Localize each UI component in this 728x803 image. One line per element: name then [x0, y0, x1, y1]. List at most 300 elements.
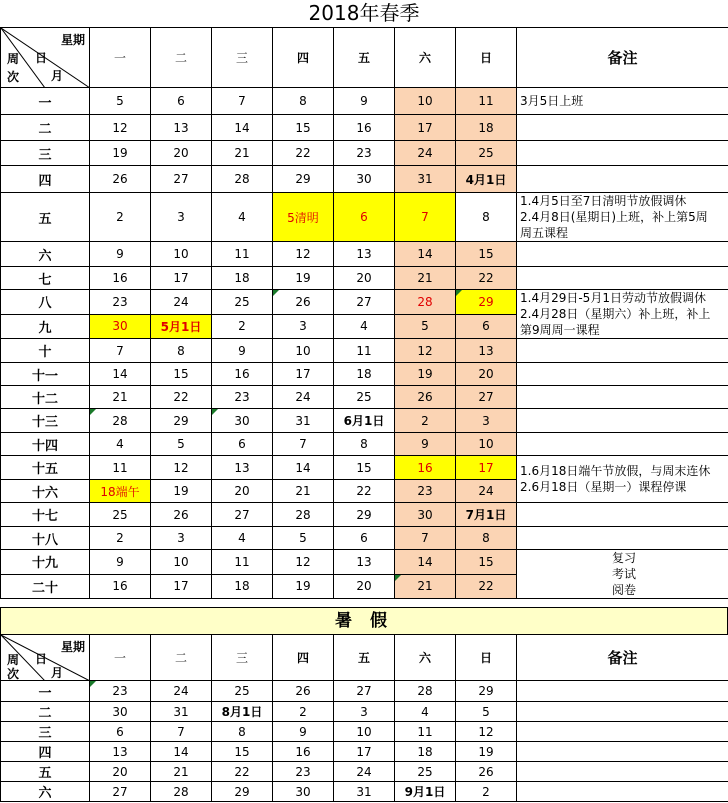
summer-date-cell: 27	[334, 681, 395, 702]
day-header-4: 四	[273, 635, 334, 681]
spring-week-label: 十二	[1, 386, 90, 409]
spring-note-cell	[517, 550, 728, 599]
spring-week-row	[1, 141, 728, 166]
spring-week-label: 十四	[1, 433, 90, 456]
spring-week-label: 一	[1, 88, 90, 115]
spring-date-cell: 15	[273, 115, 334, 141]
spring-date-cell: 21	[212, 141, 273, 166]
note-line: 3月5日上班	[520, 94, 584, 108]
spring-week-row	[1, 433, 728, 456]
spring-date-cell: 7	[90, 339, 151, 363]
summer-date-cell: 26	[273, 681, 334, 702]
spring-date-cell: 8	[151, 339, 212, 363]
spring-date-cell: 2	[90, 193, 151, 242]
summer-date-cell: 13	[90, 742, 151, 762]
spring-week-label: 十九	[1, 550, 90, 575]
spring-date-cell: 15	[334, 456, 395, 480]
spring-date-cell: 14	[273, 456, 334, 480]
spring-date-cell: 31	[395, 166, 456, 193]
spring-date-cell: 15	[456, 550, 517, 575]
spring-week-row	[1, 166, 728, 193]
spring-date-cell: 16	[212, 363, 273, 386]
corner-label-xingqi: 星期	[60, 640, 85, 654]
spring-date-cell: 7	[212, 88, 273, 115]
spring-corner-cell	[1, 28, 90, 88]
spring-date-cell: 8	[456, 193, 517, 242]
spring-date-cell: 22	[273, 141, 334, 166]
spring-date-cell: 9	[90, 550, 151, 575]
spring-week-row	[1, 409, 728, 433]
spring-note-cell	[517, 386, 728, 409]
spring-date-cell: 2	[395, 409, 456, 433]
spring-week-row	[1, 193, 728, 242]
spring-date-cell: 19	[273, 267, 334, 290]
spring-date-cell: 20	[456, 363, 517, 386]
summer-week-row	[1, 681, 728, 702]
spring-date-cell: 16	[90, 267, 151, 290]
summer-date-cell: 23	[273, 762, 334, 782]
spring-date-cell: 29	[151, 409, 212, 433]
summer-date-cell: 23	[90, 681, 151, 702]
spring-date-cell: 25	[212, 290, 273, 315]
spring-date-cell: 20	[212, 480, 273, 503]
note-header: 备注	[517, 28, 728, 88]
spring-date-cell: 15	[456, 242, 517, 267]
spring-date-cell: 8	[334, 433, 395, 456]
spring-date-cell: 18	[456, 115, 517, 141]
summer-week-label: 四	[1, 742, 90, 762]
spring-week-label: 十	[1, 339, 90, 363]
summer-date-cell: 31	[151, 702, 212, 722]
spring-date-cell: 29	[273, 166, 334, 193]
spring-date-cell: 6	[334, 193, 395, 242]
summer-date-cell: 19	[456, 742, 517, 762]
spring-date-cell: 20	[151, 141, 212, 166]
spring-date-cell: 12	[151, 456, 212, 480]
spring-date-cell: 30	[212, 409, 273, 433]
spring-date-cell: 5	[273, 527, 334, 550]
spring-note-cell	[517, 193, 728, 242]
spring-date-cell: 16	[395, 456, 456, 480]
summer-week-row	[1, 782, 728, 802]
spring-date-cell: 26	[395, 386, 456, 409]
summer-date-cell: 25	[395, 762, 456, 782]
summer-date-cell: 5	[456, 702, 517, 722]
summer-date-cell: 24	[334, 762, 395, 782]
spring-date-cell: 12	[273, 550, 334, 575]
spring-note-cell	[517, 527, 728, 550]
spring-date-cell: 10	[273, 339, 334, 363]
summer-date-cell: 21	[151, 762, 212, 782]
day-header-5: 五	[334, 28, 395, 88]
spring-date-cell: 7月1日	[456, 503, 517, 527]
spring-date-cell: 11	[456, 88, 517, 115]
spring-note-cell	[517, 267, 728, 290]
summer-title: 暑 假	[0, 607, 728, 635]
spring-date-cell: 3	[273, 314, 334, 339]
spring-date-cell: 5月1日	[151, 314, 212, 339]
summer-date-cell: 8月1日	[212, 702, 273, 722]
spring-date-cell: 4	[334, 314, 395, 339]
spring-date-cell: 11	[212, 242, 273, 267]
summer-week-label: 三	[1, 722, 90, 742]
spring-date-cell: 11	[212, 550, 273, 575]
spring-week-row	[1, 339, 728, 363]
spring-date-cell: 30	[395, 503, 456, 527]
spring-note-cell	[517, 88, 728, 115]
spring-date-cell: 14	[395, 550, 456, 575]
spring-week-label: 五	[1, 193, 90, 242]
spring-date-cell: 28	[212, 166, 273, 193]
note-line: 阅卷	[611, 583, 636, 597]
corner-label-yue: 月	[51, 666, 64, 680]
spring-week-label: 四	[1, 166, 90, 193]
sheet-title: 2018年春季	[308, 1, 420, 25]
summer-week-row	[1, 722, 728, 742]
spring-date-cell: 12	[90, 115, 151, 141]
spring-date-cell: 5	[151, 433, 212, 456]
spring-date-cell: 29	[334, 503, 395, 527]
note-line: 1.6月18日端午节放假，与周末连休	[520, 464, 711, 478]
spring-note-cell	[517, 339, 728, 363]
spring-date-cell: 25	[334, 386, 395, 409]
summer-note-cell	[517, 742, 728, 762]
spring-date-cell: 6	[151, 88, 212, 115]
spring-date-cell: 18	[212, 574, 273, 599]
corner-label-yue: 月	[51, 69, 64, 83]
spring-date-cell: 10	[395, 88, 456, 115]
spring-date-cell: 27	[212, 503, 273, 527]
summer-date-cell: 31	[334, 782, 395, 802]
summer-note-cell	[517, 702, 728, 722]
spring-date-cell: 9	[334, 88, 395, 115]
spring-week-row	[1, 290, 728, 315]
summer-date-cell: 28	[151, 782, 212, 802]
summer-date-cell: 2	[273, 702, 334, 722]
note-line: 周五课程	[520, 226, 569, 240]
spring-date-cell: 5	[395, 314, 456, 339]
note-line: 第9周周一课程	[520, 323, 600, 337]
spring-week-label: 三	[1, 141, 90, 166]
spring-note-cell	[517, 433, 728, 456]
summer-note-cell	[517, 762, 728, 782]
spring-note-cell	[517, 242, 728, 267]
spring-date-cell: 13	[456, 339, 517, 363]
spring-date-cell: 17	[395, 115, 456, 141]
day-header-2: 二	[151, 28, 212, 88]
spring-date-cell: 9	[212, 339, 273, 363]
spring-date-cell: 14	[212, 115, 273, 141]
spring-date-cell: 4月1日	[456, 166, 517, 193]
note-line: 1.4月5日至7日清明节放假调休	[520, 194, 687, 208]
spring-date-cell: 26	[151, 503, 212, 527]
summer-date-cell: 2	[456, 782, 517, 802]
spring-date-cell: 21	[395, 267, 456, 290]
summer-date-cell: 7	[151, 722, 212, 742]
spring-week-label: 七	[1, 267, 90, 290]
spring-date-cell: 23	[212, 386, 273, 409]
spring-week-label: 十八	[1, 527, 90, 550]
spring-date-cell: 16	[90, 574, 151, 599]
spring-date-cell: 20	[334, 267, 395, 290]
spring-date-cell: 24	[395, 141, 456, 166]
day-header-1: 一	[90, 28, 151, 88]
spring-date-cell: 27	[151, 166, 212, 193]
summer-week-label: 六	[1, 782, 90, 802]
spring-note-cell	[517, 363, 728, 386]
spring-week-row	[1, 527, 728, 550]
note-line: 1.4月29日-5月1日劳动节放假调休	[520, 291, 706, 305]
spring-date-cell: 13	[212, 456, 273, 480]
spring-date-cell: 6	[212, 433, 273, 456]
corner-label-zhou: 周	[7, 653, 20, 667]
spring-date-cell: 25	[90, 503, 151, 527]
summer-note-cell	[517, 782, 728, 802]
summer-date-cell: 26	[456, 762, 517, 782]
spring-date-cell: 22	[456, 574, 517, 599]
spring-date-cell: 6	[456, 314, 517, 339]
spring-date-cell: 6	[334, 527, 395, 550]
spring-date-cell: 9	[90, 242, 151, 267]
corner-label-xingqi: 星期	[60, 33, 85, 47]
summer-note-cell	[517, 681, 728, 702]
spring-date-cell: 18端午	[90, 480, 151, 503]
summer-date-cell: 6	[90, 722, 151, 742]
spring-date-cell: 3	[151, 527, 212, 550]
spring-week-row	[1, 242, 728, 267]
corner-label-ri: 日	[35, 51, 48, 65]
summer-date-cell: 29	[212, 782, 273, 802]
summer-week-row	[1, 762, 728, 782]
spring-date-cell: 27	[334, 290, 395, 315]
spring-date-cell: 26	[273, 290, 334, 315]
spring-date-cell: 21	[395, 574, 456, 599]
spring-date-cell: 17	[151, 574, 212, 599]
spring-note-cell	[517, 503, 728, 527]
spring-week-label: 八	[1, 290, 90, 315]
spring-date-cell: 22	[151, 386, 212, 409]
spring-date-cell: 25	[456, 141, 517, 166]
summer-date-cell: 10	[334, 722, 395, 742]
summer-date-cell: 17	[334, 742, 395, 762]
spring-date-cell: 4	[90, 433, 151, 456]
spring-week-label: 十五	[1, 456, 90, 480]
spring-date-cell: 5清明	[273, 193, 334, 242]
spring-week-label: 十三	[1, 409, 90, 433]
summer-date-cell: 27	[90, 782, 151, 802]
spring-date-cell: 17	[273, 363, 334, 386]
spring-date-cell: 12	[273, 242, 334, 267]
spring-note-cell	[517, 456, 728, 503]
corner-label-ci: 次	[7, 667, 20, 681]
spring-date-cell: 13	[334, 242, 395, 267]
spring-date-cell: 19	[151, 480, 212, 503]
spring-date-cell: 21	[90, 386, 151, 409]
spring-date-cell: 28	[273, 503, 334, 527]
summer-date-cell: 3	[334, 702, 395, 722]
spring-note-cell	[517, 115, 728, 141]
summer-date-cell: 12	[456, 722, 517, 742]
summer-week-label: 五	[1, 762, 90, 782]
summer-date-cell: 4	[395, 702, 456, 722]
corner-label-zhou: 周	[7, 52, 20, 66]
summer-week-label: 二	[1, 702, 90, 722]
spring-date-cell: 30	[90, 314, 151, 339]
spring-note-cell	[517, 141, 728, 166]
spring-date-cell: 16	[334, 115, 395, 141]
spring-date-cell: 7	[395, 193, 456, 242]
note-line: 2.4月8日(星期日)上班，补上第5周	[520, 210, 708, 224]
spring-date-cell: 28	[395, 290, 456, 315]
spring-date-cell: 14	[90, 363, 151, 386]
summer-date-cell: 20	[90, 762, 151, 782]
spring-date-cell: 17	[456, 456, 517, 480]
spring-date-cell: 31	[273, 409, 334, 433]
summer-date-cell: 30	[90, 702, 151, 722]
spring-date-cell: 13	[334, 550, 395, 575]
spring-week-row	[1, 503, 728, 527]
note-line: 复习	[611, 551, 636, 565]
spring-date-cell: 19	[90, 141, 151, 166]
spring-week-label: 十六	[1, 480, 90, 503]
summer-week-row	[1, 702, 728, 722]
spring-date-cell: 8	[273, 88, 334, 115]
spring-note-cell	[517, 409, 728, 433]
spring-date-cell: 18	[334, 363, 395, 386]
summer-date-cell: 25	[212, 681, 273, 702]
spring-week-label: 二十	[1, 574, 90, 599]
day-header-6: 六	[395, 28, 456, 88]
spring-date-cell: 13	[151, 115, 212, 141]
summer-date-cell: 9	[273, 722, 334, 742]
spring-date-cell: 12	[395, 339, 456, 363]
spring-date-cell: 17	[151, 267, 212, 290]
spring-date-cell: 11	[90, 456, 151, 480]
spring-date-cell: 10	[151, 242, 212, 267]
day-header-4: 四	[273, 28, 334, 88]
spring-date-cell: 30	[334, 166, 395, 193]
summer-note-cell	[517, 722, 728, 742]
corner-label-ci: 次	[7, 70, 20, 84]
day-header-5: 五	[334, 635, 395, 681]
spring-note-cell	[517, 166, 728, 193]
spring-week-row	[1, 88, 728, 115]
summer-header-row	[1, 635, 728, 681]
summer-week-label: 一	[1, 681, 90, 702]
spring-date-cell: 26	[90, 166, 151, 193]
day-header-7: 日	[456, 635, 517, 681]
spring-date-cell: 4	[212, 193, 273, 242]
spring-date-cell: 22	[334, 480, 395, 503]
spring-note-cell	[517, 290, 728, 339]
summer-date-cell: 30	[273, 782, 334, 802]
spring-date-cell: 19	[273, 574, 334, 599]
spring-date-cell: 15	[151, 363, 212, 386]
spring-date-cell: 14	[395, 242, 456, 267]
day-header-3: 三	[212, 635, 273, 681]
summer-date-cell: 9月1日	[395, 782, 456, 802]
corner-label-ri: 日	[35, 652, 48, 666]
summer-date-cell: 16	[273, 742, 334, 762]
summer-date-cell: 28	[395, 681, 456, 702]
spring-date-cell: 10	[456, 433, 517, 456]
spring-date-cell: 22	[456, 267, 517, 290]
spring-calendar-table	[0, 27, 728, 599]
spring-date-cell: 6月1日	[334, 409, 395, 433]
summer-week-row	[1, 742, 728, 762]
spring-week-row	[1, 363, 728, 386]
spring-week-row	[1, 456, 728, 480]
day-header-2: 二	[151, 635, 212, 681]
spring-week-label: 十一	[1, 363, 90, 386]
spring-date-cell: 23	[90, 290, 151, 315]
spring-date-cell: 18	[212, 267, 273, 290]
spring-date-cell: 19	[395, 363, 456, 386]
spring-header-row	[1, 28, 728, 88]
day-header-7: 日	[456, 28, 517, 88]
spring-week-row	[1, 386, 728, 409]
spring-date-cell: 9	[395, 433, 456, 456]
spring-date-cell: 5	[90, 88, 151, 115]
spring-week-label: 十七	[1, 503, 90, 527]
summer-date-cell: 15	[212, 742, 273, 762]
spring-date-cell: 4	[212, 527, 273, 550]
spring-date-cell: 7	[273, 433, 334, 456]
note-header: 备注	[517, 635, 728, 681]
summer-corner-cell	[1, 635, 90, 681]
spring-date-cell: 24	[456, 480, 517, 503]
summer-date-cell: 14	[151, 742, 212, 762]
summer-date-cell: 18	[395, 742, 456, 762]
spring-week-label: 二	[1, 115, 90, 141]
spring-date-cell: 28	[90, 409, 151, 433]
spring-week-row	[1, 267, 728, 290]
spring-date-cell: 23	[334, 141, 395, 166]
spring-week-row	[1, 115, 728, 141]
spring-date-cell: 3	[456, 409, 517, 433]
spring-date-cell: 24	[273, 386, 334, 409]
spring-date-cell: 23	[395, 480, 456, 503]
summer-calendar-table	[0, 634, 728, 802]
spring-date-cell: 2	[212, 314, 273, 339]
note-line: 2.6月18日（星期一）课程停课	[520, 480, 687, 494]
summer-date-cell: 24	[151, 681, 212, 702]
spring-date-cell: 29	[456, 290, 517, 315]
day-header-1: 一	[90, 635, 151, 681]
spring-date-cell: 8	[456, 527, 517, 550]
day-header-3: 三	[212, 28, 273, 88]
spring-week-label: 六	[1, 242, 90, 267]
spring-date-cell: 24	[151, 290, 212, 315]
spring-week-row	[1, 550, 728, 575]
note-line: 2.4月28日（星期六）补上班，补上	[520, 307, 711, 321]
spring-date-cell: 27	[456, 386, 517, 409]
spring-date-cell: 20	[334, 574, 395, 599]
spring-date-cell: 2	[90, 527, 151, 550]
spring-date-cell: 11	[334, 339, 395, 363]
summer-date-cell: 11	[395, 722, 456, 742]
spring-date-cell: 21	[273, 480, 334, 503]
spring-date-cell: 3	[151, 193, 212, 242]
summer-date-cell: 22	[212, 762, 273, 782]
summer-date-cell: 8	[212, 722, 273, 742]
spring-date-cell: 7	[395, 527, 456, 550]
day-header-6: 六	[395, 635, 456, 681]
note-line: 考试	[611, 567, 636, 581]
summer-date-cell: 29	[456, 681, 517, 702]
spring-week-label: 九	[1, 314, 90, 339]
spring-date-cell: 10	[151, 550, 212, 575]
